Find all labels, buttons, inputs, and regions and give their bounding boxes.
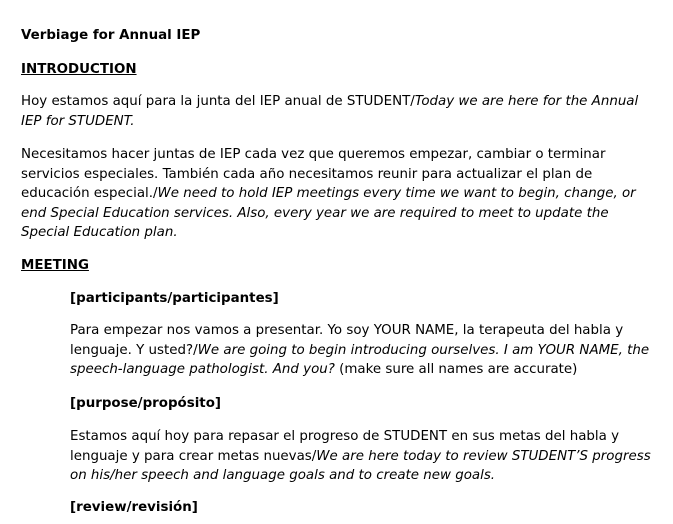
participants-english: We are going to begin introducing ourselves. I am YOUR NAME, the speech-language pathologist. And you? bbox=[70, 342, 650, 377]
purpose-paragraph bbox=[70, 427, 655, 486]
intro-p2-spanish: Necesitamos hacer juntas de IEP cada vez que queremos empezar, cambiar o terminar servicios especiales. También cada año necesitamos reunir para actualizar el plan de educación especial./ bbox=[21, 147, 606, 201]
document-title: Verbiage for Annual IEP bbox=[21, 28, 201, 43]
intro-p1-spanish: Hoy estamos aquí para la junta del IEP anual de STUDENT/ bbox=[21, 94, 415, 109]
intro-p2-english: We need to hold IEP meetings every time we want to begin, change, or end Special Education services. Also, every year we are required to meet to update the Special Education plan. bbox=[21, 186, 636, 240]
participants-spanish: Para empezar nos vamos a presentar. Yo soy YOUR NAME, la terapeuta del habla y lenguaje. Y usted?/ bbox=[70, 323, 624, 358]
review-label: [review/revisión] bbox=[70, 500, 198, 515]
intro-paragraph-1 bbox=[21, 92, 651, 131]
participants-label: [participants/participantes] bbox=[70, 291, 279, 306]
intro-p1-english: Today we are here for the Annual IEP for STUDENT. bbox=[21, 94, 639, 129]
introduction-heading: INTRODUCTION bbox=[21, 62, 137, 77]
purpose-spanish: Estamos aquí hoy para repasar el progreso de STUDENT en sus metas del habla y lenguaje y para crear metas nuevas/ bbox=[70, 429, 620, 464]
purpose-label: [purpose/propósito] bbox=[70, 396, 222, 411]
meeting-heading: MEETING bbox=[21, 258, 89, 273]
participants-note: (make sure all names are accurate) bbox=[334, 362, 578, 377]
intro-paragraph-2 bbox=[21, 145, 651, 243]
participants-paragraph bbox=[70, 321, 655, 380]
purpose-english: We are here today to review STUDENT’S progress on his/her speech and language goals and to create new goals. bbox=[70, 448, 651, 483]
